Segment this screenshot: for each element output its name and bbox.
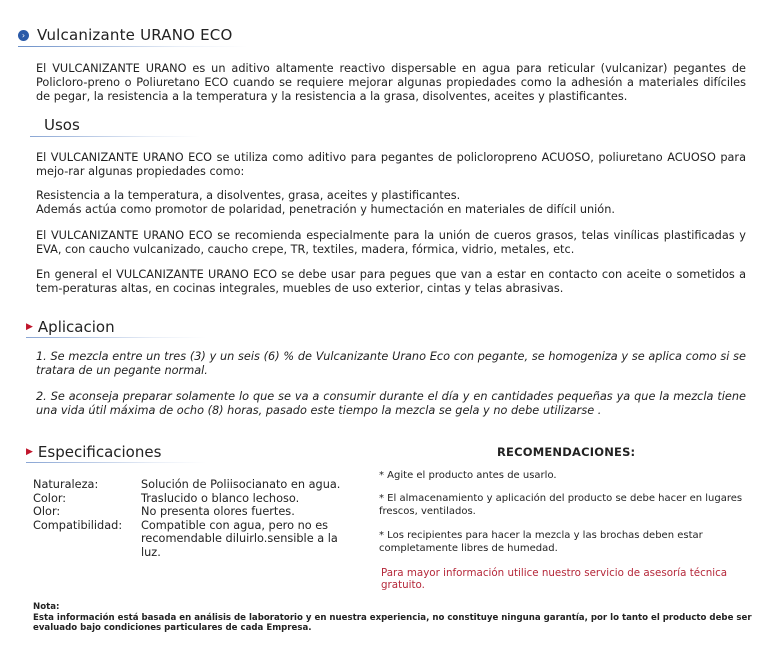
aplicacion-heading: Aplicacion: [37, 318, 115, 336]
usos-paragraph-2b: Además actúa como promotor de polaridad, penetración y humectación en materiales de difícil unión.: [36, 203, 615, 216]
title-divider: [18, 46, 248, 47]
especificaciones-heading: Especificaciones: [37, 443, 162, 461]
usos-heading-row: [44, 116, 80, 134]
spec-value: Solución de Poliisocianato en agua.: [141, 478, 341, 491]
spec-row: [33, 505, 351, 519]
usos-paragraph-2a: Resistencia a la temperatura, a disolventes, grasa, aceites y plastificantes.: [36, 189, 461, 202]
recomendaciones-heading: RECOMENDACIONES:: [497, 445, 636, 459]
specs-table: [33, 478, 351, 559]
recomendacion-item: * El almacenamiento y aplicación del producto se debe hacer en lugares frescos, ventilados.: [379, 493, 743, 517]
usos-paragraph-4: En general el VULCANIZANTE URANO ECO se debe usar para pegues que van a estar en contacto con aceite o sometidos a tem-peraturas altas, en cocinas integrales, muebles de uso exterior, cintas y telas abrasivas.: [36, 268, 746, 295]
asesoria-note: Para mayor información utilice nuestro servicio de asesoría técnica gratuito.: [381, 567, 728, 591]
spec-value: Compatible con agua, pero no es recomendable diluirlo.sensible a la luz.: [141, 518, 338, 559]
recomendacion-item: * Los recipientes para hacer la mezcla y las brochas deben estar completamente libres de humedad.: [379, 530, 703, 554]
spec-value: Traslucido o blanco lechoso.: [141, 491, 300, 505]
especificaciones-heading-row: [26, 443, 161, 461]
spec-label: Compatibilidad:: [33, 518, 123, 532]
spec-row: [33, 519, 351, 560]
caret-right-icon: ▶: [26, 446, 33, 457]
usos-heading: Usos: [44, 116, 80, 134]
usos-paragraph-3: El VULCANIZANTE URANO ECO se recomienda especialmente para la unión de cueros grasos, telas vinílicas plastificadas y EVA, con caucho vulcanizado, caucho crepe, TR, textiles, madera, fórmica, vidrio, metales, etc.: [36, 229, 746, 256]
spec-row: [33, 478, 351, 492]
spec-label: Olor:: [33, 505, 61, 518]
page-title-row: [18, 26, 233, 44]
spec-value: No presenta olores fuertes.: [141, 505, 295, 518]
page-title: Vulcanizante URANO ECO: [37, 26, 233, 44]
usos-paragraph-1: El VULCANIZANTE URANO ECO se utiliza como aditivo para pegantes de policloropreno ACUOSO, poliuretano ACUOSO para mejo-rar algunas propiedades como:: [36, 151, 746, 178]
footer-note-label: Nota:: [33, 602, 60, 612]
spec-label: Naturaleza:: [33, 478, 99, 491]
aplicacion-step-1: 1. Se mezcla entre un tres (3) y un seis (6) % de Vulcanizante Urano Eco con pegante, se homogeniza y se aplica como si se tratara de un pegante normal.: [36, 350, 746, 377]
footer-note: [33, 602, 758, 634]
chevron-circle-icon: ›: [18, 30, 29, 41]
aplicacion-divider: [26, 337, 206, 338]
usos-divider: [30, 136, 200, 137]
especificaciones-divider: [26, 462, 206, 463]
intro-paragraph: El VULCANIZANTE URANO es un aditivo altamente reactivo dispersable en agua para reticular (vulcanizar) pegantes de Policloro-preno o Poliuretano ECO cuando se requiere mejorar algunas propiedades como la adhesión a materiales difíciles de pegar, la resistencia a la temperatura y la resistencia a la grasa, disolventes, aceites y plastificantes.: [36, 62, 746, 103]
footer-note-text: Esta información está basada en análisis de laboratorio y en nuestra experiencia, no constituye ninguna garantía, por lo tanto el producto debe ser evaluado bajo condiciones particulares de cada Empresa.: [33, 612, 752, 633]
aplicacion-heading-row: [26, 318, 115, 336]
spec-row: [33, 492, 351, 506]
spec-label: Color:: [33, 491, 67, 505]
recomendacion-item: * Agite el producto antes de usarlo.: [379, 470, 557, 481]
caret-right-icon: ▶: [26, 321, 33, 332]
aplicacion-step-2: 2. Se aconseja preparar solamente lo que se va a consumir durante el día y en cantidades pequeñas ya que la mezcla tiene una vida útil máxima de ocho (8) horas, pasado este tiempo la mezcla se gela y no debe utilizarse .: [36, 390, 746, 417]
